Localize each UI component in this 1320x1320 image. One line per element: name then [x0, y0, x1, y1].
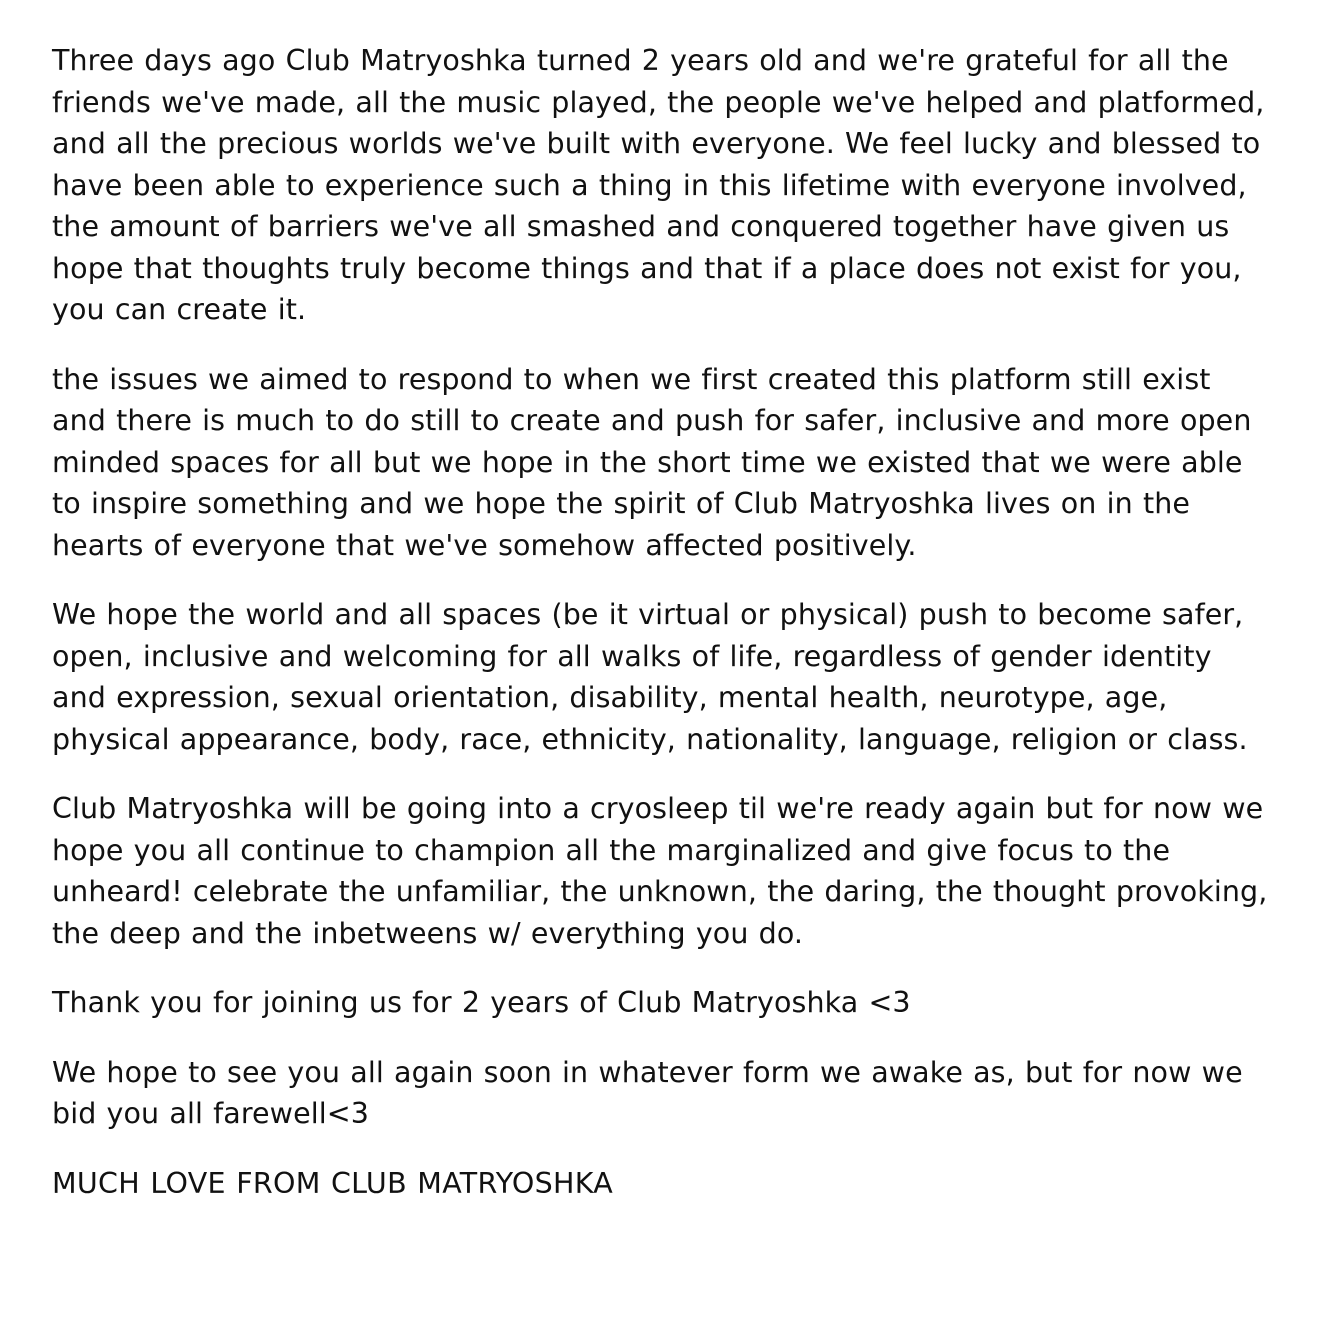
- paragraph-issues: the issues we aimed to respond to when we first created this platform still exist and there is much to do still to create and push for safer, inclusive and more open minded spaces for all but we hope in the short time we existed that we were able to inspire something and we hope the spirit of Club Matryoshka lives on in the hearts of everyone that we've somehow affected positively.: [52, 362, 1252, 562]
- paragraph-intro: Three days ago Club Matryoshka turned 2 years old and we're grateful for all the friends we've made, all the music played, the people we've helped and platformed, and all the precious worlds we've built with everyone. We feel lucky and blessed to have been able to experience such a thing in this lifetime with everyone involved, the amount of barriers we've all smashed and conquered together have given us hope that thoughts truly become things and that if a place does not exist for you, you can create it.: [52, 44, 1265, 326]
- paragraph-signoff: MUCH LOVE FROM CLUB MATRYOSHKA: [52, 1166, 614, 1200]
- paragraph-thanks: Thank you for joining us for 2 years of Club Matryoshka <3: [52, 986, 911, 1019]
- paragraph-cryosleep: Club Matryoshka will be going into a cryosleep til we're ready again but for now we hope you all continue to champion all the marginalized and give focus to the unheard! celebrate the unfamiliar, the unknown, the daring, the thought provoking, the deep and the inbetweens w/ everything you do.: [52, 792, 1268, 950]
- paragraph-farewell: We hope to see you all again soon in whatever form we awake as, but for now we bid you all farewell<3: [52, 1055, 1243, 1130]
- statement-body: [52, 40, 1268, 1204]
- paragraph-hopes: We hope the world and all spaces (be it virtual or physical) push to become safer, open, inclusive and welcoming for all walks of life, regardless of gender identity and expression, sexual orientation, disability, mental health, neurotype, age, physical appearance, body, race, ethnicity, nationality, language, religion or class.: [52, 598, 1248, 756]
